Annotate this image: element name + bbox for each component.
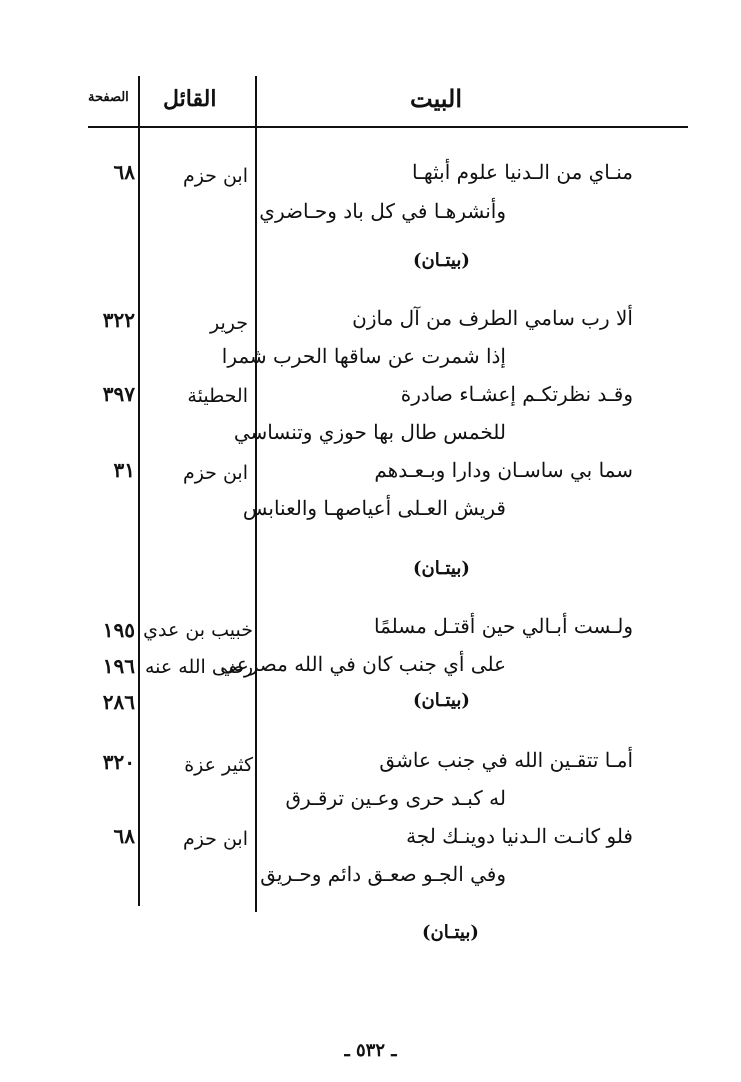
verse-line: أمـا تتقـين الله في جنب عاشق xyxy=(379,748,633,772)
speaker-name: ابن حزم xyxy=(182,165,248,187)
header-page-column: الصفحة xyxy=(88,90,129,105)
verse-line: وقـد نظرتكـم إعشـاء صادرة xyxy=(400,382,633,406)
page-reference: ٣٢٢ xyxy=(102,308,135,332)
column-divider-page xyxy=(138,76,140,906)
column-divider-speaker xyxy=(255,76,257,912)
verse-line: له كبـد حرى وعـين ترقـرق xyxy=(285,786,506,810)
verse-line: على أي جنب كان في الله مصرعي xyxy=(220,652,506,676)
verse-line: قريش العـلى أعياصهـا والعنابس xyxy=(242,496,506,520)
verse-line: سما بي ساسـان ودارا وبـعـدهم xyxy=(374,458,633,482)
verse-line: للخمس طال بها حوزي وتنساسي xyxy=(233,420,506,444)
header-speaker-column: القائل xyxy=(163,86,217,112)
couplet-marker: (بيتـان) xyxy=(413,558,470,579)
speaker-name: كثير عزة xyxy=(184,754,253,776)
speaker-name: ابن حزم xyxy=(182,462,248,484)
page-reference: ٣١ xyxy=(113,458,135,482)
verse-line: وأنشرهـا في كل باد وحـاضري xyxy=(259,199,506,223)
speaker-name: الحطيئة xyxy=(187,385,248,407)
verse-line: فلو كانـت الـدنيا دوينـك لجة xyxy=(406,824,633,848)
speaker-name: خبيب بن عدي xyxy=(143,619,253,641)
verse-line: ولـست أبـالي حين أقتـل مسلمًا xyxy=(374,614,633,638)
verse-line: ألا رب سامي الطرف من آل مازن xyxy=(352,306,633,330)
page-reference: ٦٨ xyxy=(113,824,135,848)
page-number: ـ ٥٣٢ ـ xyxy=(344,1040,397,1061)
speaker-name: ابن حزم xyxy=(182,828,248,850)
page-reference: ٦٨ xyxy=(113,160,135,184)
speaker-honorific: رضى الله عنه xyxy=(144,656,253,678)
verse-line: منـاي من الـدنيا علوم أبثهـا xyxy=(411,160,633,184)
page-reference: ٣٩٧ xyxy=(102,382,135,406)
verse-line: وفي الجـو صعـق دائم وحـريق xyxy=(260,862,506,886)
page-reference: ١٩٥ xyxy=(102,618,135,642)
header-rule xyxy=(88,126,688,128)
page-reference: ١٩٦ xyxy=(102,654,135,678)
couplet-marker: (بيتـان) xyxy=(422,922,479,943)
page-reference: ٢٨٦ xyxy=(102,690,135,714)
speaker-name: جرير xyxy=(210,312,248,334)
couplet-marker: (بيتـان) xyxy=(413,690,470,711)
couplet-marker: (بيتـان) xyxy=(413,250,470,271)
page-reference: ٣٢٠ xyxy=(102,750,135,774)
header-verse-column: البيت xyxy=(410,84,463,113)
verse-line: إذا شمرت عن ساقها الحرب شمرا xyxy=(221,344,506,368)
